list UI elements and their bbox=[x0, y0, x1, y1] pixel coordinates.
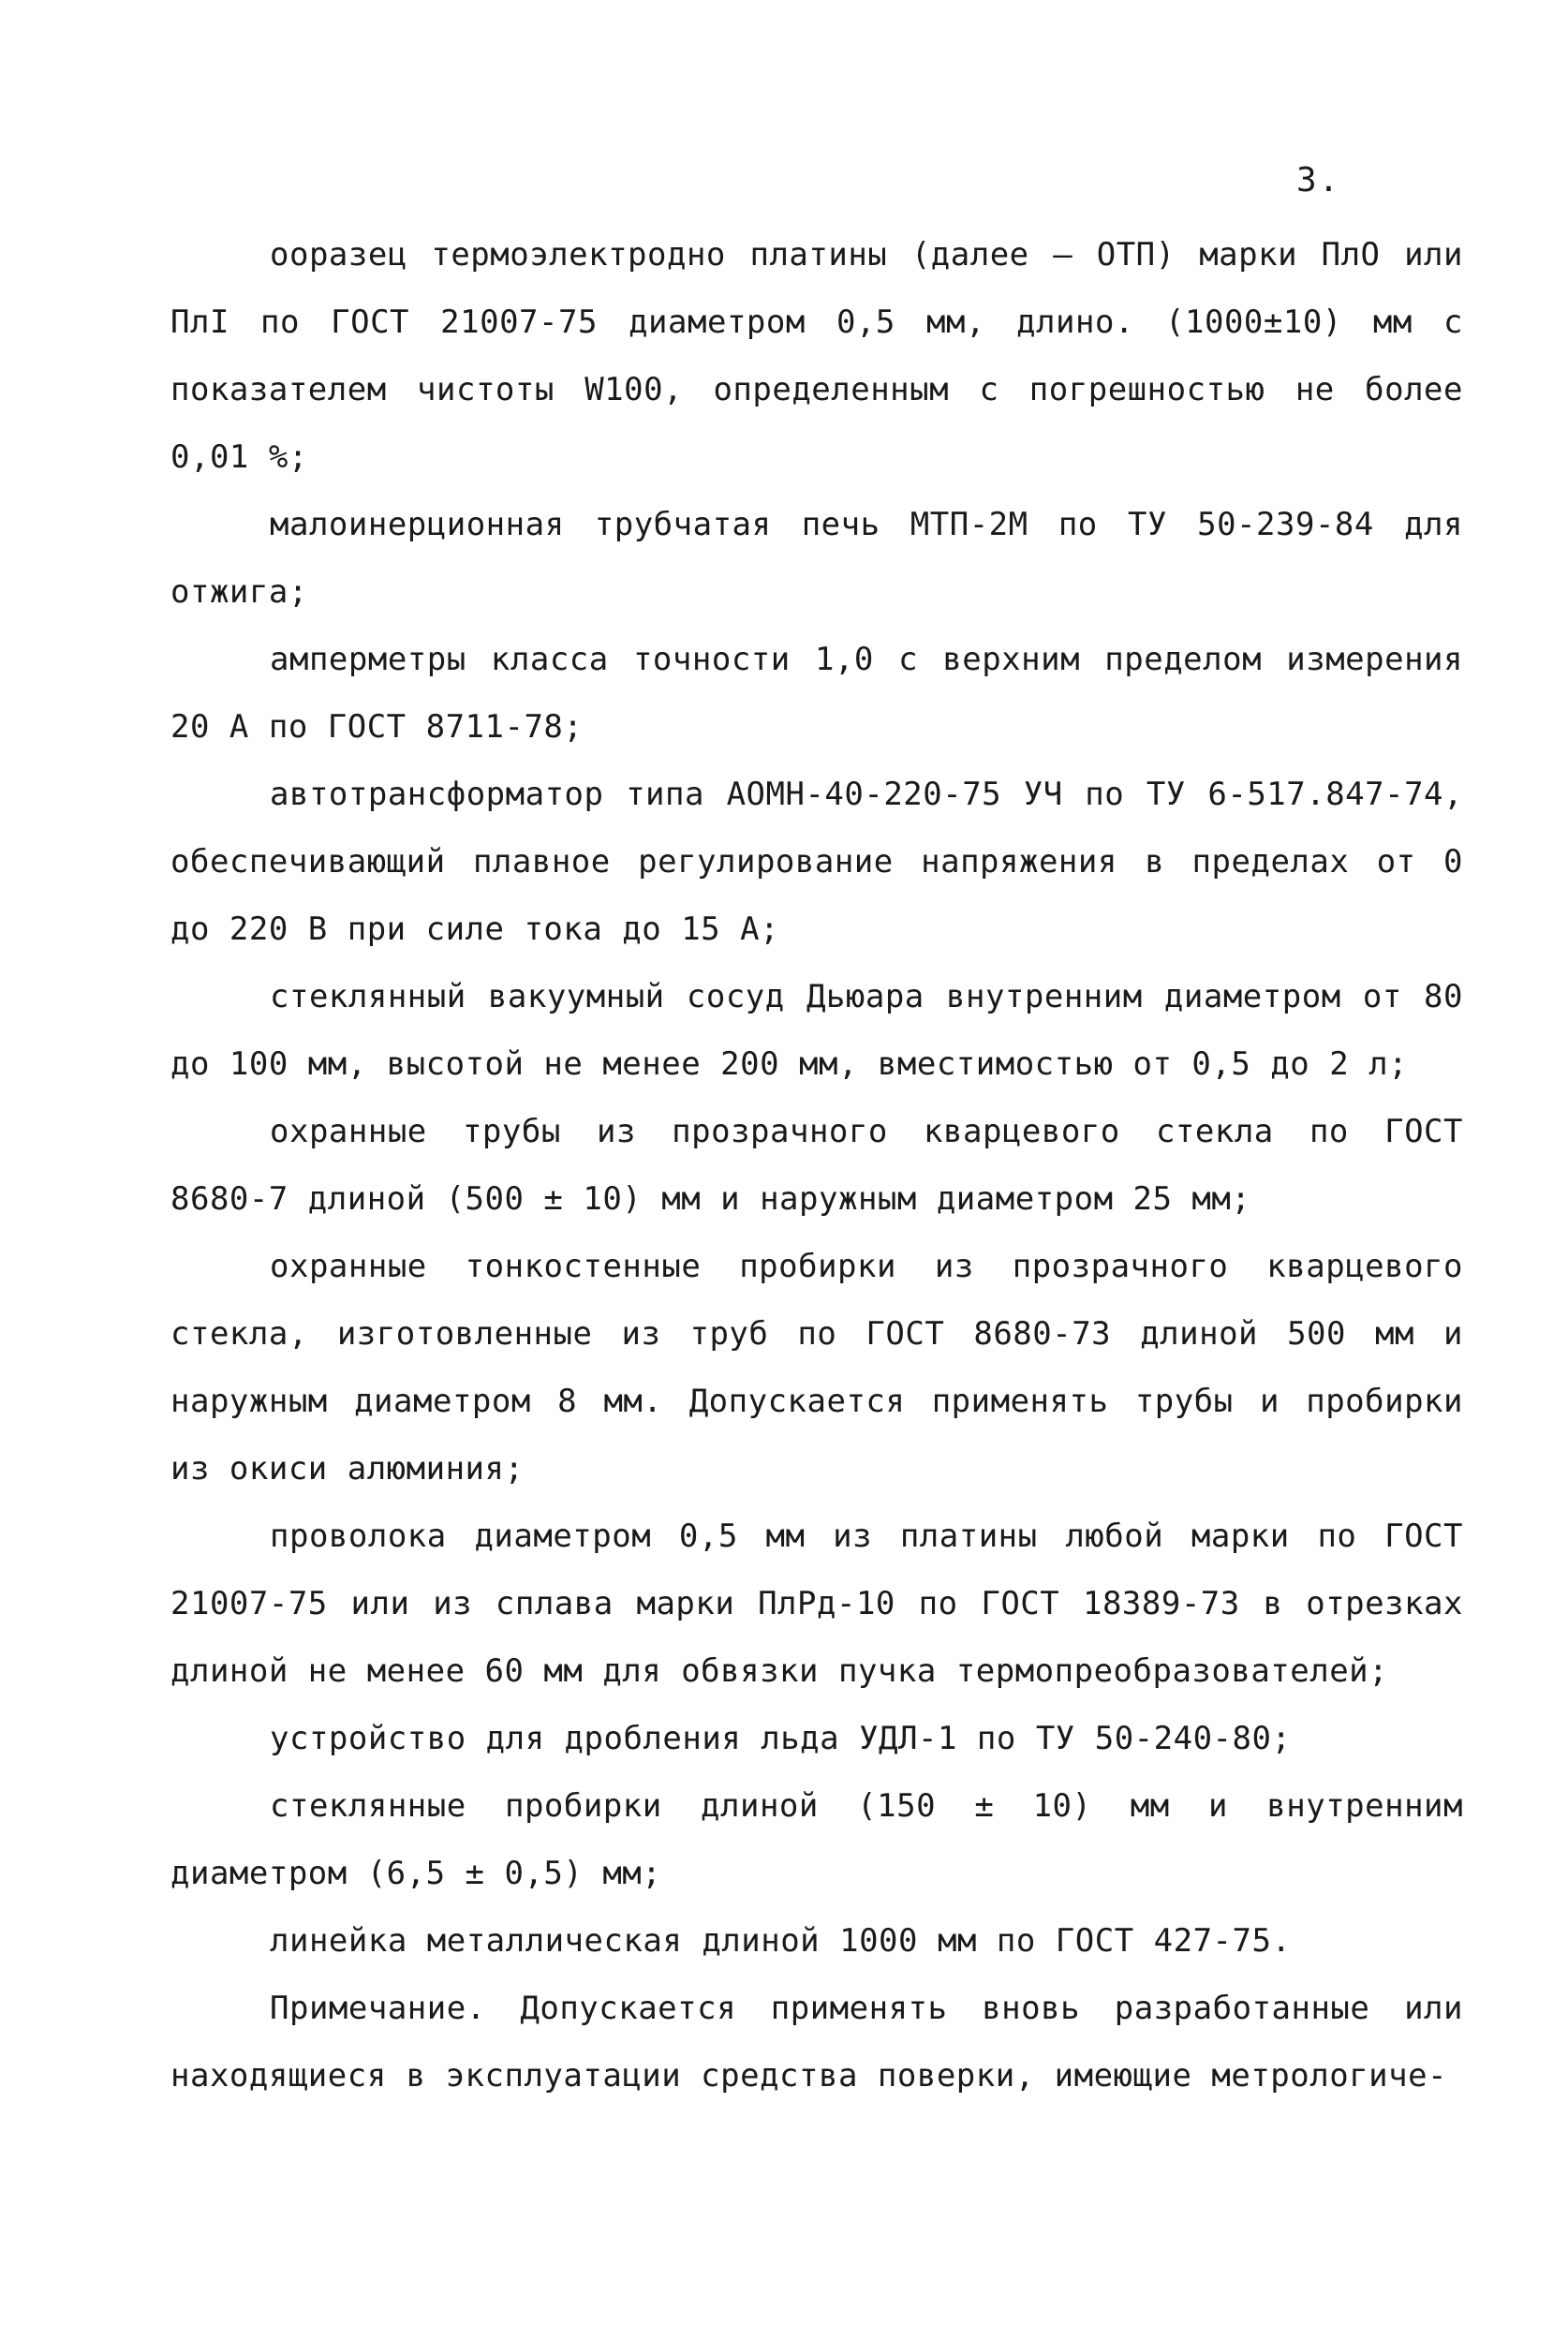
paragraph-sample-electrode: ооразец термоэлектродно платины (далее – ОТП) марки ПлО или ПлI по ГОСТ 21007-75 диаметром 0,5 мм, длино. (1000±10) мм с показателем чистоты W100, определенным с погрешностью не более 0,01 %; bbox=[170, 236, 1463, 476]
paragraph-furnace: малоинерционная трубчатая печь МТП-2М по ТУ 50-239-84 для отжига; bbox=[170, 506, 1463, 611]
paragraph-wire: проволока диаметром 0,5 мм из платины любой марки по ГОСТ 21007-75 или из сплава марки ПлРд-10 по ГОСТ 18389-73 в отрезках длиной не менее 60 мм для обвязки пучка термопреобразователей; bbox=[170, 1517, 1463, 1690]
paragraph-thin-wall-test-tubes: охранные тонкостенные пробирки из прозрачного кварцевого стекла, изготовленные из труб по ГОСТ 8680-73 длиной 500 мм и наружным диаметром 8 мм. Допускается применять трубы и пробирки из окиси алюминия; bbox=[170, 1248, 1463, 1488]
page-number: 3. bbox=[1296, 161, 1341, 200]
paragraph-autotransformer: автотрансформатор типа АОМН-40-220-75 УЧ по ТУ 6-517.847-74, обеспечивающий плавное регулирование напряжения в пределах от 0 до 220 В при силе тока до 15 А; bbox=[170, 776, 1463, 948]
document-body bbox=[170, 221, 1463, 2110]
paragraph-dewar-vessel: стеклянный вакуумный сосуд Дьюара внутренним диаметром от 80 до 100 мм, высотой не менее 200 мм, вместимостью от 0,5 до 2 л; bbox=[170, 978, 1463, 1083]
paragraph-ice-crusher: устройство для дробления льда УДЛ-1 по ТУ 50-240-80; bbox=[270, 1720, 1292, 1757]
paragraph-note: Примечание. Допускается применять вновь разработанные или находящиеся в эксплуатации средства поверки, имеющие метрологиче- bbox=[170, 1990, 1463, 2095]
paragraph-ruler: линейка металлическая длиной 1000 мм по ГОСТ 427-75. bbox=[270, 1922, 1292, 1960]
paragraph-ammeters: амперметры класса точности 1,0 с верхним пределом измерения 20 А по ГОСТ 8711-78; bbox=[170, 641, 1463, 746]
paragraph-protective-tubes: охранные трубы из прозрачного кварцевого стекла по ГОСТ 8680-7 длиной (500 ± 10) мм и наружным диаметром 25 мм; bbox=[170, 1113, 1463, 1218]
paragraph-glass-test-tubes: стеклянные пробирки длиной (150 ± 10) мм и внутренним диаметром (6,5 ± 0,5) мм; bbox=[170, 1787, 1463, 1892]
